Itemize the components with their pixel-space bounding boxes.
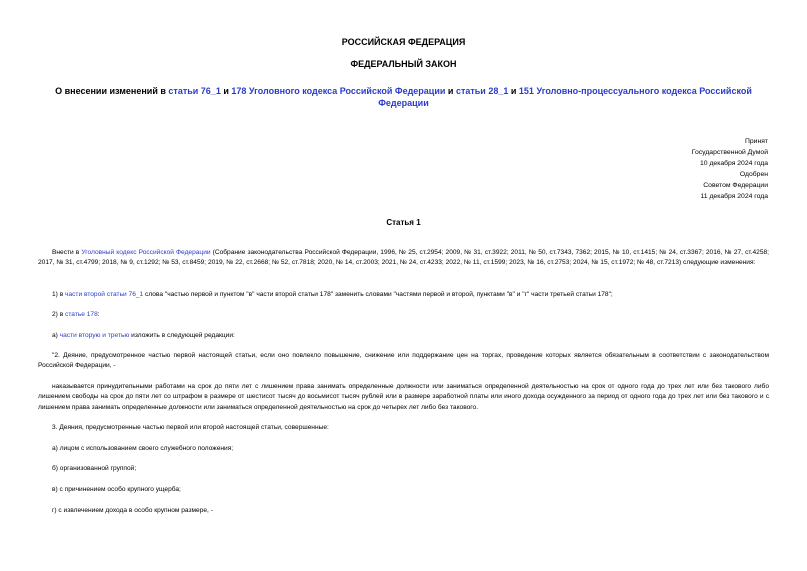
adoption-line: 10 декабря 2024 года	[700, 159, 768, 167]
link-article-76-1[interactable]: статьи 76_1	[168, 86, 221, 96]
link-article-178-criminal-code[interactable]: 178 Уголовного кодекса Российской Федерации	[231, 86, 446, 96]
subitem-v: в) с причинением особо крупного ущерба;	[52, 486, 181, 493]
paragraph-text: изложить в следующей редакции:	[129, 332, 235, 339]
subitem-g: г) с извлечением дохода в особо крупном размере, -	[52, 507, 213, 514]
quoted-part-3: 3. Деяния, предусмотренные частью первой или второй настоящей статьи, совершенные:	[52, 424, 329, 431]
paragraph-text: а)	[52, 332, 60, 339]
title-text: и	[508, 86, 519, 96]
link-article-28-1[interactable]: статьи 28_1	[455, 86, 509, 96]
country-heading: РОССИЙСКАЯ ФЕДЕРАЦИЯ	[341, 37, 466, 47]
adoption-block	[692, 137, 768, 202]
link-article-151-procedure-code[interactable]: 151 Уголовно-процессуального кодекса Российской Федерации	[378, 86, 752, 108]
quoted-part-2: "2. Деяние, предусмотренное частью первой настоящей статьи, если оно повлекло повышение, снижение или поддержание цен на торгах, проведение которых является обязательным в соответствии с законодательством Российской Федерации, -	[38, 352, 769, 370]
approval-line: Советом Федерации	[703, 181, 768, 189]
paragraph-text: слова "частью первой и пунктом "в" части второй статьи 178" заменить словами "частями первой и второй, пунктами "в" и "г" части третьей статьи 178";	[143, 291, 613, 298]
link-parts-2-and-3[interactable]: части вторую и третью	[59, 332, 130, 339]
adoption-line: Государственной Думой	[691, 148, 768, 156]
article-heading: Статья 1	[386, 218, 421, 227]
law-title	[40, 85, 767, 109]
paragraph-text: Внести в	[52, 249, 82, 256]
approval-line: 11 декабря 2024 года	[700, 192, 768, 200]
paragraph-text: 2) в	[52, 311, 66, 318]
link-part-2-article-76-1[interactable]: части второй статьи 76_1	[65, 291, 144, 298]
title-text: и	[220, 86, 232, 96]
subitem-b: б) организованной группой;	[52, 465, 137, 472]
subitem-a: а) лицом с использованием своего служебного положения;	[52, 445, 234, 452]
approval-line: Одобрен	[739, 170, 768, 178]
paragraph-text: (Собрание законодательства Российской Федерации, 1996, № 25, ст.2954; 2009, № 31, ст.3922; 2011, № 50, ст.7343, 7362; 2015, № 10, ст.1415; № 24, ст.3367; 2016, № 27, ст.4258; 2017, № 31, ст.4799; 2018, № 9, ст.1292; № 53, ст.8459; 2019, № 22, ст.2668; № 52, ст.7818; 2020, № 14, ст.2003; 2021, № 24, ст.4233; 2022, № 11, ст.1599; 2023, № 16, ст.2753; 2024, № 15, ст.1972; № 48, ст.7213) следующие изменения:	[38, 249, 770, 267]
title-text: О внесении изменений в	[55, 86, 169, 96]
item-2a-paragraph	[38, 331, 769, 341]
title-text: и	[445, 86, 456, 96]
link-criminal-code[interactable]: Уголовный кодекс Российской Федерации	[81, 249, 211, 256]
paragraph-text: :	[97, 311, 100, 318]
law-type-heading: ФЕДЕРАЛЬНЫЙ ЗАКОН	[350, 59, 457, 69]
adoption-line: Принят	[744, 138, 768, 145]
quoted-sanction: наказывается принудительными работами на срок до пяти лет с лишением права занимать определенные должности или заниматься определенной деятельностью на срок от одного года до трех лет или без такового либо лишением свободы на срок до пяти лет со штрафом в размере от шестисот тысяч до восьмисот тысяч рублей или в размере заработной платы или иного дохода осужденного за период от одного года до трех лет или без такового и с лишением права занимать определенные должности или заниматься определенной деятельностью на срок до четырех лет либо без такового.	[38, 383, 769, 411]
intro-paragraph	[38, 248, 769, 269]
item-1-paragraph	[38, 290, 769, 300]
link-article-178[interactable]: статье 178	[65, 311, 98, 318]
item-2-paragraph	[38, 310, 769, 320]
paragraph-text: 1) в	[52, 291, 66, 298]
